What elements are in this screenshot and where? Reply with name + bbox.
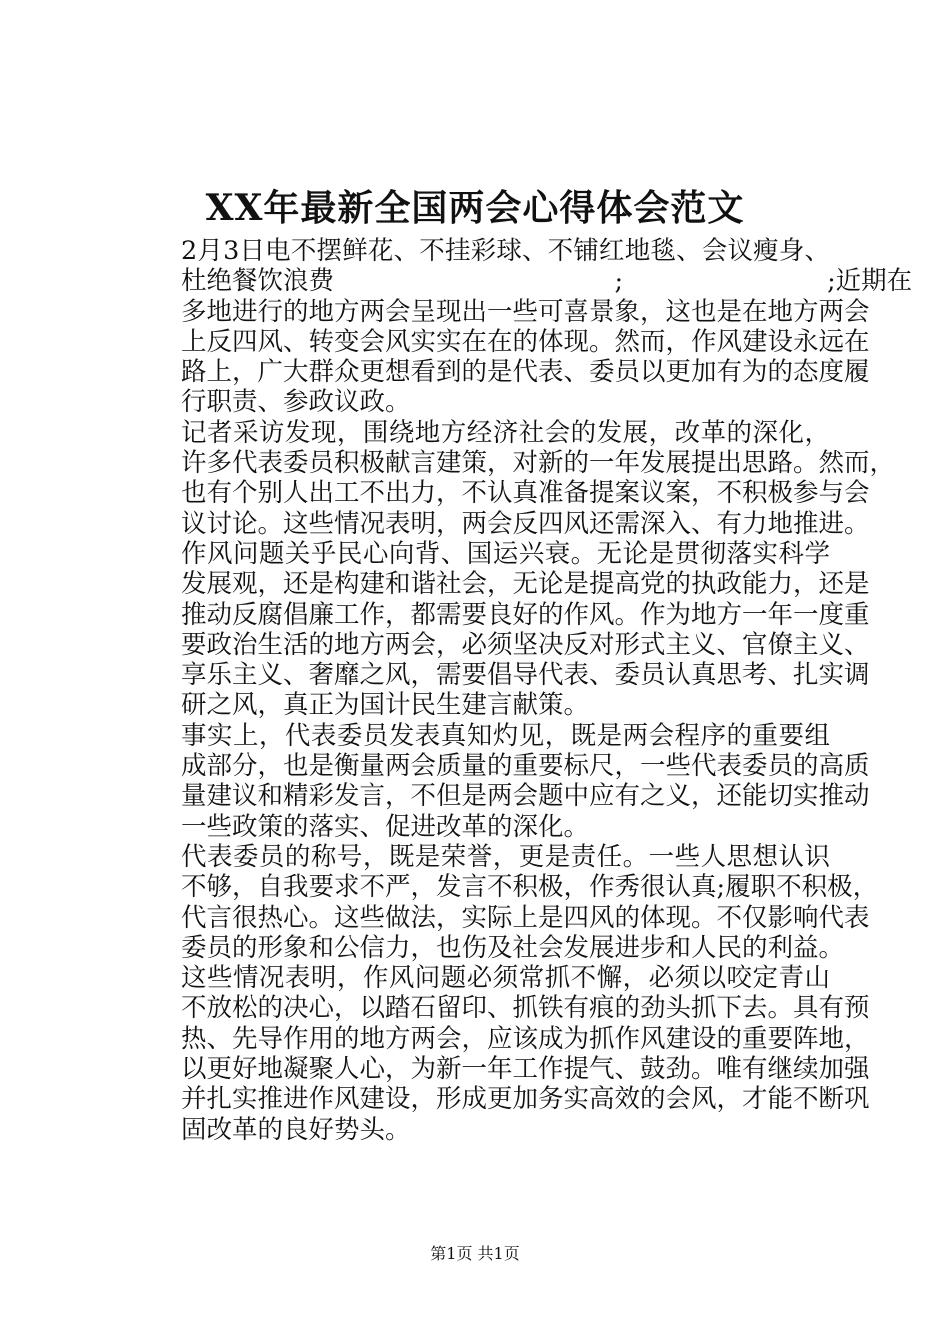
paragraph-line: 不放松的决心，以踏石留印、抓铁有痕的劲头抓下去。具有预	[181, 993, 870, 1024]
paragraph-6	[130, 963, 870, 1145]
paragraph-line: 一些政策的落实、促进改革的深化。	[181, 811, 590, 842]
paragraph-line: 这些情况表明，作风问题必须常抓不懈，必须以咬定青山	[181, 963, 830, 994]
paragraph-line: 研之风，真正为国计民生建言献策。	[181, 690, 590, 721]
paragraph-line: 代言很热心。这些做法，实际上是四风的体现。不仅影响代表	[181, 902, 870, 933]
paragraph-line: 并扎实推进作风建设，形成更加务实高效的会风，才能不断巩	[181, 1084, 870, 1115]
paragraph-line: 上反四风、转变会风实实在在的体现。然而，作风建设永远在	[181, 326, 870, 357]
paragraph-line: 以更好地凝聚人心，为新一年工作提气、鼓劲。唯有继续加强	[181, 1054, 870, 1085]
paragraph-line: 代表委员的称号，既是荣誉，更是责任。一些人思想认识	[181, 841, 830, 872]
page-footer: 第1页 共1页	[430, 1244, 520, 1263]
paragraph-line: 多地进行的地方两会呈现出一些可喜景象，这也是在地方两会	[181, 296, 870, 327]
paragraph-4	[130, 720, 870, 842]
paragraph-line: 行职责、参政议政。	[181, 387, 411, 418]
paragraph-line: 议讨论。这些情况表明，两会反四风还需深入、有力地推进。	[181, 508, 870, 539]
paragraph-line: 热、先导作用的地方两会，应该成为抓作风建设的重要阵地，	[181, 1023, 870, 1054]
paragraph-line: 量建议和精彩发言，不但是两会题中应有之义，还能切实推动	[181, 781, 870, 812]
paragraph-line: 杜绝餐饮浪费 ; ;近期在	[181, 266, 913, 297]
document-title: XX年最新全国两会心得体会范文	[205, 187, 745, 229]
paragraph-line: 要政治生活的地方两会，必须坚决反对形式主义、官僚主义、	[181, 629, 870, 660]
paragraph-5	[130, 841, 879, 963]
paragraph-line: 发展观，还是构建和谐社会，无论是提高党的执政能力，还是	[181, 569, 870, 600]
paragraph-line: 事实上，代表委员发表真知灼见，既是两会程序的重要组	[181, 720, 830, 751]
paragraph-line: 固改革的良好势头。	[181, 1114, 411, 1145]
paragraph-line: 不够，自我要求不严，发言不积极，作秀很认真;履职不积极，	[181, 872, 879, 903]
paragraph-1	[130, 236, 913, 418]
paragraph-line: 记者采访发现，围绕地方经济社会的发展，改革的深化，	[181, 417, 830, 448]
paragraph-line: 作风问题关乎民心向背、国运兴衰。无论是贯彻落实科学	[181, 538, 830, 569]
paragraph-line: 享乐主义、奢靡之风，需要倡导代表、委员认真思考、扎实调	[181, 660, 870, 691]
paragraph-3	[130, 538, 870, 721]
paragraph-line: 2月3日电不摆鲜花、不挂彩球、不铺红地毯、会议瘦身、	[181, 236, 830, 266]
paragraph-line: 路上，广大群众更想看到的是代表、委员以更加有为的态度履	[181, 357, 870, 388]
paragraph-2	[130, 417, 896, 539]
paragraph-line: 推动反腐倡廉工作，都需要良好的作风。作为地方一年一度重	[181, 599, 870, 630]
paragraph-line: 成部分，也是衡量两会质量的重要标尺，一些代表委员的高质	[181, 751, 870, 782]
paragraph-line: 也有个别人出工不出力，不认真准备提案议案，不积极参与会	[181, 478, 870, 509]
paragraph-line: 委员的形象和公信力，也伤及社会发展进步和人民的利益。	[181, 932, 845, 963]
document-body	[130, 236, 913, 1145]
paragraph-line: 许多代表委员积极献言建策，对新的一年发展提出思路。然而，	[181, 448, 896, 479]
